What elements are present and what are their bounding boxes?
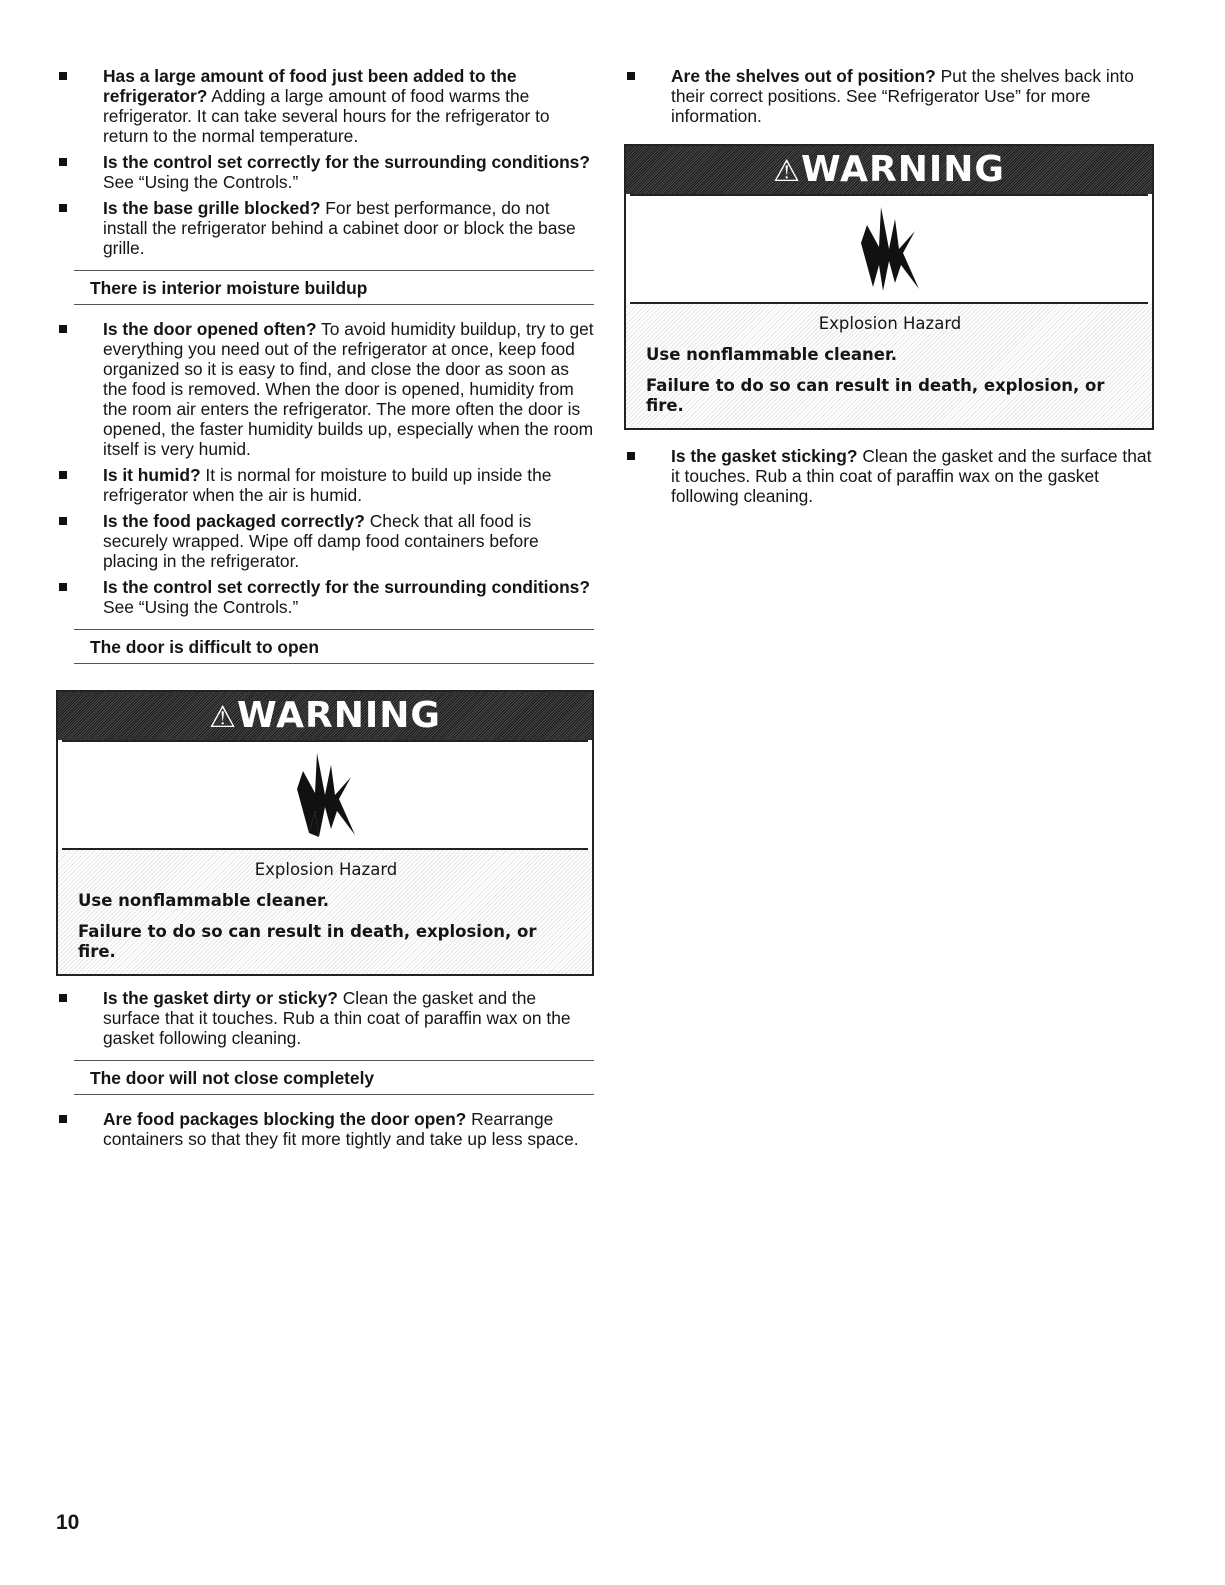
- bullet-list: [56, 66, 594, 258]
- warning-banner: ⚠WARNING: [626, 146, 1152, 194]
- square-bullet-icon: [59, 517, 67, 525]
- explosion-icon: [285, 749, 365, 841]
- warning-triangle-icon: ⚠: [209, 700, 238, 735]
- warning-banner: ⚠WARNING: [58, 692, 592, 740]
- warning-text: [58, 850, 592, 974]
- square-bullet-icon: [627, 452, 635, 460]
- right-column: [624, 66, 1154, 512]
- square-bullet-icon: [59, 204, 67, 212]
- bullet-list: [56, 988, 594, 1048]
- list-item: Are the shelves out of position? Put the shelves back into their correct positions. See “Refrigerator Use” for more information.: [624, 66, 1154, 126]
- list-item: Are food packages blocking the door open? Rearrange containers so that they fit more tightly and take up less space.: [56, 1109, 594, 1149]
- section-heading: The door will not close completely: [74, 1060, 594, 1095]
- square-bullet-icon: [59, 471, 67, 479]
- page-number: 10: [56, 1511, 80, 1534]
- warning-instruction: Use nonflammable cleaner.: [78, 891, 330, 910]
- bullet-list: [624, 446, 1154, 506]
- list-item: Is the food packaged correctly? Check that all food is securely wrapped. Wipe off damp food containers before placing in the refrigerator.: [56, 511, 594, 571]
- explosion-icon: [849, 203, 929, 295]
- list-item: Is the gasket sticking? Clean the gasket and the surface that it touches. Rub a thin coat of paraffin wax on the gasket following cleaning.: [624, 446, 1154, 506]
- section-heading: The door is difficult to open: [74, 629, 594, 664]
- explosion-symbol: [62, 740, 588, 850]
- list-item: Is the gasket dirty or sticky? Clean the gasket and the surface that it touches. Rub a thin coat of paraffin wax on the gasket following cleaning.: [56, 988, 594, 1048]
- warning-triangle-icon: ⚠: [773, 154, 802, 189]
- list-item: Is the door opened often? To avoid humidity buildup, try to get everything you need out of the refrigerator at once, keep food organized so it is easy to find, and close the door as soon as the food is removed. When the door is opened, humidity from the room air enters the refrigerator. The more often the door is opened, the faster humidity builds up, especially when the room itself is very humid.: [56, 319, 594, 459]
- square-bullet-icon: [59, 158, 67, 166]
- section-heading: There is interior moisture buildup: [74, 270, 594, 305]
- list-item: Is the base grille blocked? For best performance, do not install the refrigerator behind a cabinet door or block the base grille.: [56, 198, 594, 258]
- warning-consequence: Failure to do so can result in death, explosion, or fire.: [78, 922, 537, 961]
- warning-text: [626, 304, 1152, 428]
- square-bullet-icon: [59, 72, 67, 80]
- hazard-title: Explosion Hazard: [818, 314, 962, 333]
- square-bullet-icon: [627, 72, 635, 80]
- warning-instruction: Use nonflammable cleaner.: [646, 345, 898, 364]
- square-bullet-icon: [59, 325, 67, 333]
- warning-consequence: Failure to do so can result in death, explosion, or fire.: [646, 376, 1105, 415]
- left-column: [56, 66, 594, 1155]
- bullet-list: [56, 1109, 594, 1149]
- explosion-symbol: [630, 194, 1148, 304]
- list-item: Is the control set correctly for the surrounding conditions? See “Using the Controls.”: [56, 577, 594, 617]
- square-bullet-icon: [59, 583, 67, 591]
- list-item: Has a large amount of food just been added to the refrigerator? Adding a large amount of food warms the refrigerator. It can take several hours for the refrigerator to return to the normal temperature.: [56, 66, 594, 146]
- warning-box: [624, 144, 1154, 430]
- warning-box: [56, 690, 594, 976]
- list-item: Is it humid? It is normal for moisture to build up inside the refrigerator when the air is humid.: [56, 465, 594, 505]
- hazard-title: Explosion Hazard: [254, 860, 398, 879]
- square-bullet-icon: [59, 1115, 67, 1123]
- list-item: Is the control set correctly for the surrounding conditions? See “Using the Controls.”: [56, 152, 594, 192]
- square-bullet-icon: [59, 994, 67, 1002]
- bullet-list: [56, 319, 594, 617]
- bullet-list: [624, 66, 1154, 126]
